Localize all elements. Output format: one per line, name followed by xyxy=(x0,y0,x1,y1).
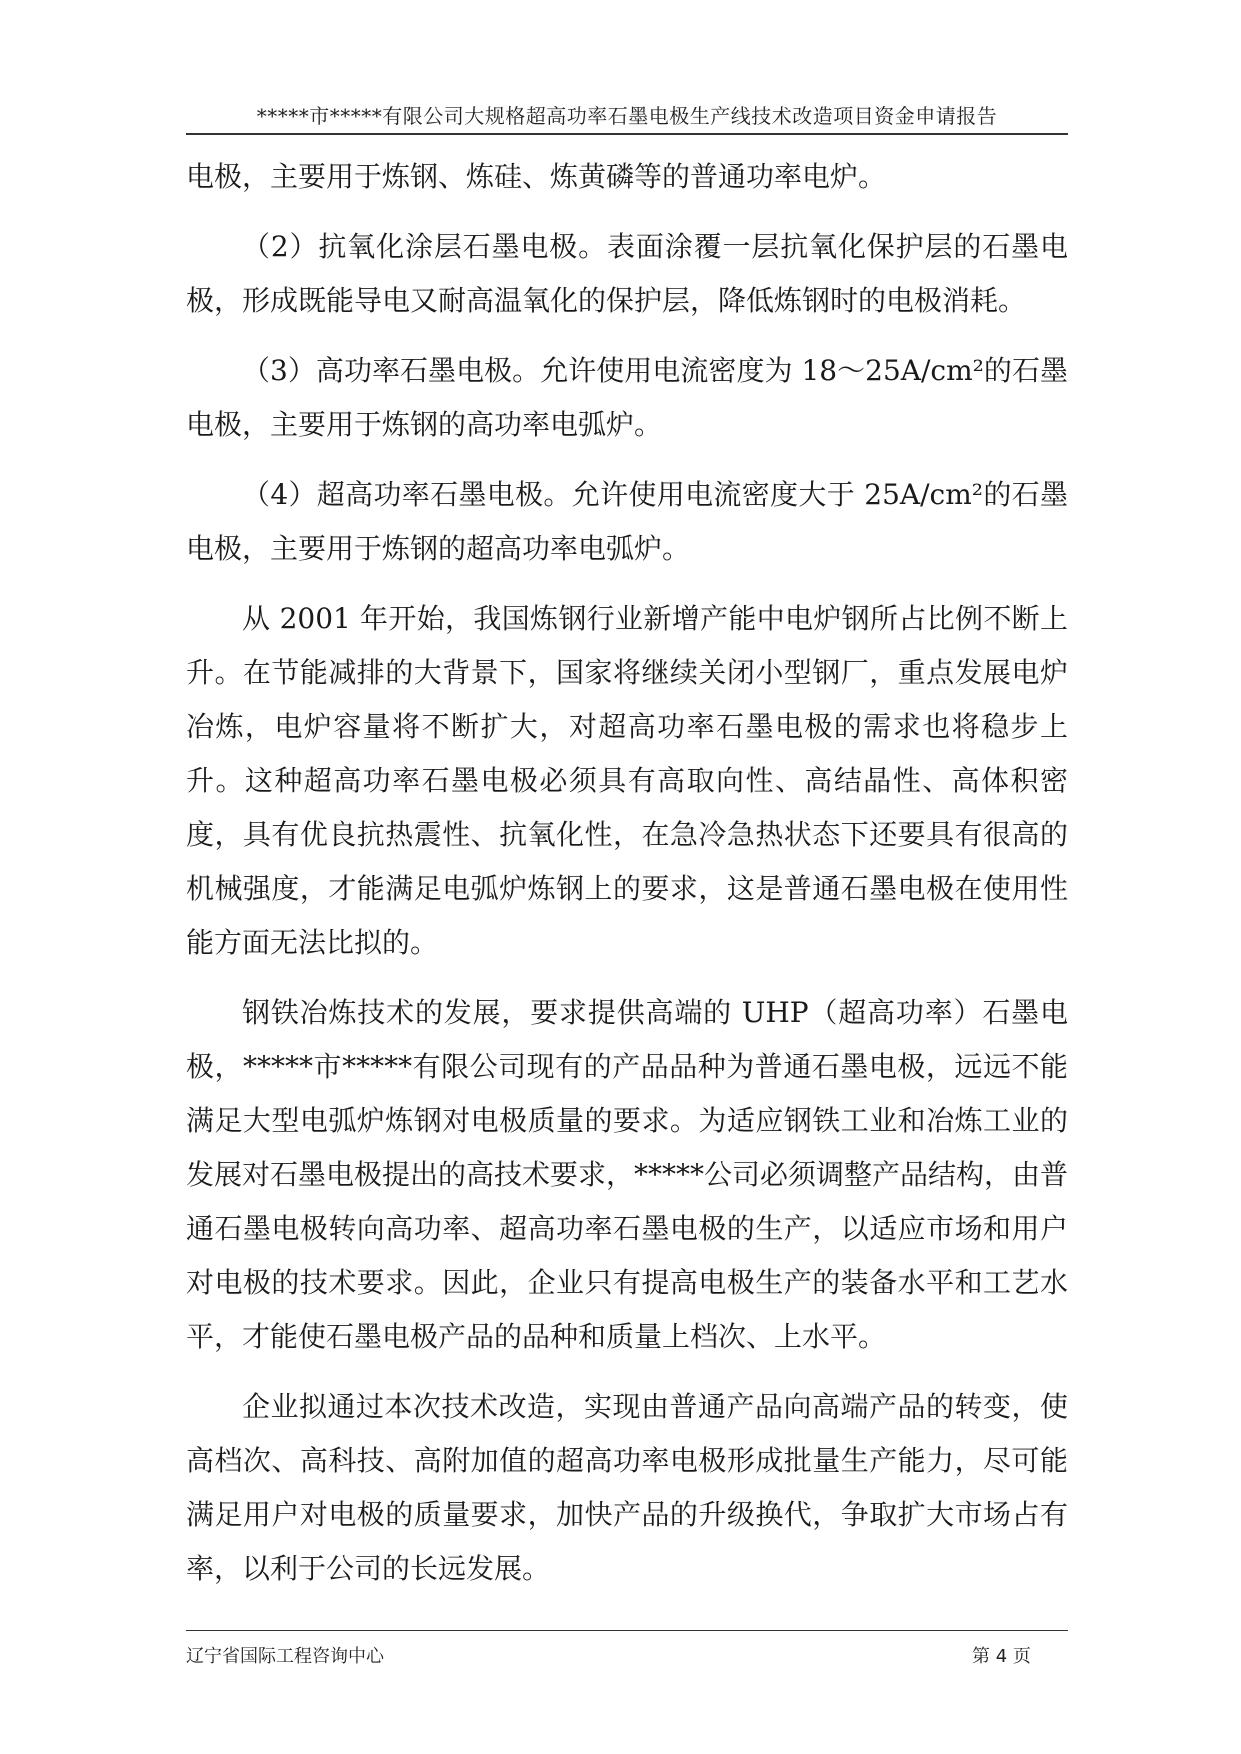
footer-organization: 辽宁省国际工程咨询中心 xyxy=(186,1646,384,1667)
page-header-title: *****市*****有限公司大规格超高功率石墨电极生产线技术改造项目资金申请报告 xyxy=(256,104,998,128)
header-divider xyxy=(186,133,1068,135)
paragraph-item-3: （3）高功率石墨电极。允许使用电流密度为 18～25A/cm²的石墨电极，主要用于炼钢的高功率电弧炉。 xyxy=(186,354,1068,441)
paragraph-continuation: 电极，主要用于炼钢、炼硅、炼黄磷等的普通功率电炉。 xyxy=(186,160,887,193)
paragraph-item-4: （4）超高功率石墨电极。允许使用电流密度大于 25A/cm²的石墨电极，主要用于炼钢的超高功率电弧炉。 xyxy=(186,478,1068,565)
document-body xyxy=(186,150,1068,1612)
page-number: 第 4 页 xyxy=(972,1646,1031,1667)
paragraph-technology-development: 钢铁冶炼技术的发展，要求提供高端的 UHP（超高功率）石墨电极，*****市*****有限公司现有的产品品种为普通石墨电极，远远不能满足大型电弧炉炼钢对电极质量的要求。为适应钢铁工业和冶炼工业的发展对石墨电极提出的高技术要求，*****公司必须调整产品结构，由普通石墨电极转向高功率、超高功率石墨电极的生产，以适应市场和用户对电极的技术要求。因此，企业只有提高电极生产的装备水平和工艺水平，才能使石墨电极产品的品种和质量上档次、上水平。 xyxy=(186,996,1069,1353)
paragraph-market-trend: 从 2001 年开始，我国炼钢行业新增产能中电炉钢所占比例不断上升。在节能减排的大背景下，国家将继续关闭小型钢厂，重点发展电炉冶炼，电炉容量将不断扩大，对超高功率石墨电极的需求也将稳步上升。这种超高功率石墨电极必须具有高取向性、高结晶性、高体积密度，具有优良抗热震性、抗氧化性，在急冷急热状态下还要具有很高的机械强度，才能满足电弧炉炼钢上的要求，这是普通石墨电极在使用性能方面无法比拟的。 xyxy=(186,602,1068,959)
footer-divider xyxy=(186,1630,1068,1631)
paragraph-upgrade-goal: 企业拟通过本次技术改造，实现由普通产品向高端产品的转变，使高档次、高科技、高附加值的超高功率电极形成批量生产能力，尽可能满足用户对电极的质量要求，加快产品的升级换代，争取扩大市场占有率，以利于公司的长远发展。 xyxy=(186,1390,1068,1585)
paragraph-item-2: （2）抗氧化涂层石墨电极。表面涂覆一层抗氧化保护层的石墨电极，形成既能导电又耐高温氧化的保护层，降低炼钢时的电极消耗。 xyxy=(186,230,1068,317)
